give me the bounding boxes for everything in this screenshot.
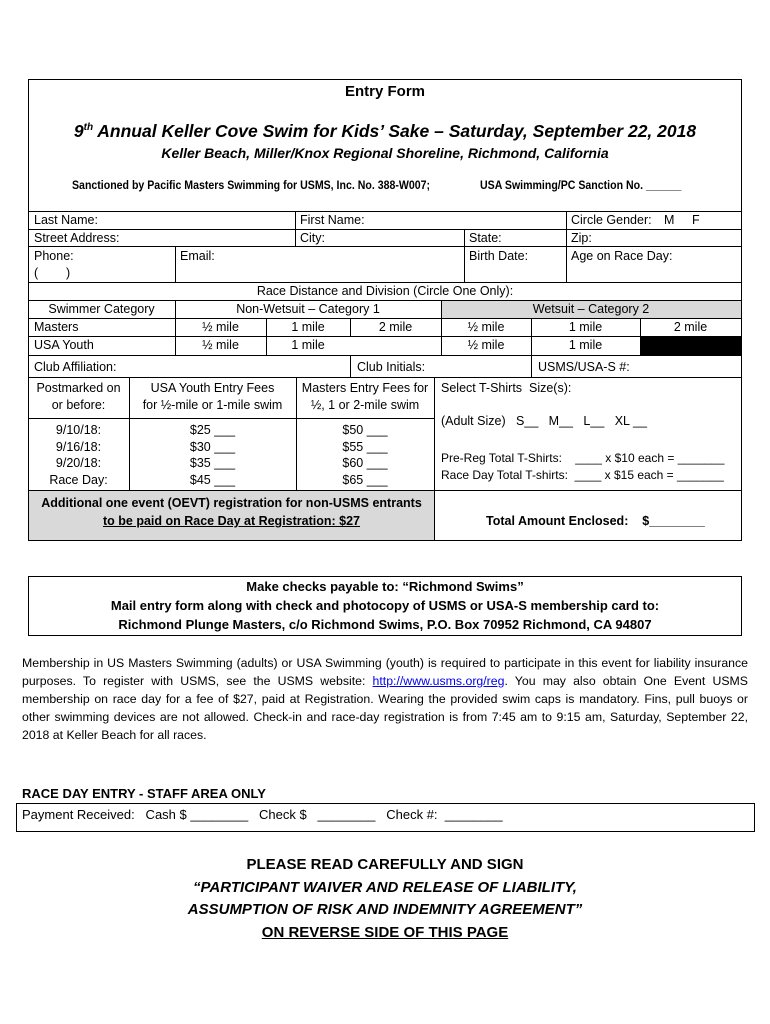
membership-paragraph (22, 654, 748, 744)
masters-fee-list (296, 422, 434, 488)
prereg-tshirt-total[interactable]: Pre-Reg Total T-Shirts: ____ x $10 each = _______ (441, 451, 725, 465)
youth-nw-half-mile[interactable]: ½ mile (202, 338, 239, 352)
masters-nw-one-mile[interactable]: 1 mile (291, 320, 325, 334)
youth-fees-line2: for ½-mile or 1-mile swim (142, 398, 283, 412)
youth-fee-amount[interactable]: $45 ___ (189, 472, 236, 487)
masters-nw-two-mile[interactable]: 2 mile (378, 320, 413, 334)
swimmer-category-header: Swimmer Category (48, 302, 155, 316)
waiver-line3: ASSUMPTION OF RISK AND INDEMNITY AGREEMENT” (187, 901, 583, 918)
usms-sanction: Sanctioned by Pacific Masters Swimming for USMS, Inc. No. 388-W007; (72, 180, 431, 192)
waiver-line4: ON REVERSE SIDE OF THIS PAGE (261, 924, 509, 941)
first-name-label: First Name: (300, 213, 365, 227)
title-number: 9 (73, 121, 84, 141)
phone-label: Phone: (34, 249, 74, 263)
youth-fees-header (129, 381, 296, 413)
youth-nw-one-mile[interactable]: 1 mile (291, 338, 325, 352)
payable-line1: Make checks payable to: “Richmond Swims” (246, 579, 524, 594)
total-amount-enclosed[interactable]: Total Amount Enclosed: $________ (486, 514, 705, 528)
youth-ws-half-mile[interactable]: ½ mile (467, 338, 505, 352)
fee-date: 9/20/18: (55, 456, 102, 470)
club-affiliation-label: Club Affiliation: (34, 360, 117, 374)
payment-received-fields[interactable]: Payment Received: Cash $ ________ Check $ ________ Check #: ________ (22, 807, 503, 822)
email-label: Email: (180, 249, 215, 263)
form-heading: Entry Form (344, 83, 425, 100)
usa-sanction: USA Swimming/PC Sanction No. ______ (480, 180, 682, 192)
masters-fees-header (296, 381, 434, 413)
race-distance-heading: Race Distance and Division (Circle One Only): (256, 284, 514, 298)
masters-fee-amount[interactable]: $55 ___ (342, 439, 388, 454)
gender-m-option[interactable]: M (664, 213, 675, 227)
youth-fee-amount[interactable]: $35 ___ (189, 456, 236, 470)
youth-ws-one-mile[interactable]: 1 mile (568, 338, 603, 352)
masters-fee-amount[interactable]: $60 ___ (342, 456, 388, 470)
payable-line2: Mail entry form along with check and photocopy of USMS or USA-S membership card to: (110, 598, 660, 613)
postmarked-line2: or before: (51, 398, 106, 412)
fee-date: 9/16/18: (55, 439, 102, 454)
masters-ws-two-mile[interactable]: 2 mile (673, 320, 708, 334)
gender-f-option[interactable]: F (692, 213, 700, 227)
youth-fee-amount[interactable]: $25 ___ (189, 423, 236, 437)
postmarked-line1: Postmarked on (36, 381, 121, 395)
usa-youth-row-label: USA Youth (34, 338, 94, 352)
fee-date-list (28, 422, 129, 488)
waiver-line2: “PARTICIPANT WAIVER AND RELEASE OF LIABILITY, (193, 879, 577, 896)
staff-area-heading: RACE DAY ENTRY - STAFF AREA ONLY (22, 786, 266, 801)
raceday-tshirt-total[interactable]: Race Day Total T-shirts: ____ x $15 each = _______ (441, 468, 724, 482)
masters-fees-line1: Masters Entry Fees for (301, 381, 429, 395)
oevt-line2: to be paid on Race Day at Registration: $27 (102, 514, 360, 528)
non-wetsuit-header: Non-Wetsuit – Category 1 (236, 302, 380, 316)
youth-fee-amount[interactable]: $30 ___ (189, 439, 236, 454)
masters-fee-amount[interactable]: $50 ___ (342, 423, 388, 437)
unavailable-cell (641, 337, 741, 355)
paragraph-text-1: Membership in US Masters Swimming (adults) or USA Swimming (youth) is required to participate in this event for liability insurance purposes. To register with USMS, see the USMS website: (22, 656, 748, 688)
youth-fees-line1: USA Youth Entry Fees (150, 381, 275, 395)
event-title (28, 121, 742, 142)
masters-fee-amount[interactable]: $65 ___ (342, 472, 388, 487)
state-label: State: (469, 231, 502, 245)
masters-fees-line2: ½, 1 or 2-mile swim (310, 398, 420, 412)
wetsuit-header: Wetsuit – Category 2 (532, 302, 650, 316)
age-race-day-label: Age on Race Day: (571, 249, 673, 263)
club-initials-label: Club Initials: (357, 360, 426, 374)
title-text: Annual Keller Cove Swim for Kids’ Sake – Saturday, September 22, 2018 (93, 121, 697, 141)
title-superscript: th (83, 122, 94, 134)
payable-line3: Richmond Plunge Masters, c/o Richmond Swims, P.O. Box 70952 Richmond, CA 94807 (118, 617, 652, 632)
masters-nw-half-mile[interactable]: ½ mile (202, 320, 239, 334)
city-label: City: (300, 231, 325, 245)
postmarked-header (28, 381, 129, 413)
usms-registration-link[interactable]: http://www.usms.org/reg (372, 674, 505, 688)
zip-label: Zip: (571, 231, 592, 245)
masters-ws-one-mile[interactable]: 1 mile (568, 320, 603, 334)
oevt-line1: Additional one event (OEVT) registration for non-USMS entrants (41, 496, 422, 510)
circle-gender-label: Circle Gender: (571, 213, 652, 227)
oevt-note (29, 496, 434, 529)
phone-area-code: ( ) (34, 266, 71, 280)
youth-fee-list (129, 422, 296, 488)
paragraph-text-2: . You may also obtain One Event USMS membership on race day for a fee of $27, paid at Registration. Wearing the provided swim caps is mandatory. Fins, pull buoys or other swimming devices are not allowed. Check-in and race-day registration is from 7:45 am to 9:15 am, Saturday, September 22, 2018 at Keller Beach for all races. (22, 674, 748, 742)
waiver-line1: PLEASE READ CAREFULLY AND SIGN (246, 856, 524, 873)
tshirt-size-title: Select T-Shirts Size(s): (441, 381, 572, 395)
adult-size-options[interactable]: (Adult Size) S__ M__ L__ XL __ (441, 414, 647, 428)
masters-ws-half-mile[interactable]: ½ mile (467, 320, 505, 334)
usms-number-label: USMS/USA-S #: (538, 360, 630, 374)
last-name-label: Last Name: (34, 213, 98, 227)
fee-date: 9/10/18: (55, 423, 102, 437)
event-location: Keller Beach, Miller/Knox Regional Shoreline, Richmond, California (161, 145, 609, 161)
masters-row-label: Masters (34, 320, 79, 334)
street-address-label: Street Address: (34, 231, 120, 245)
birth-date-label: Birth Date: (469, 249, 529, 263)
fee-date: Race Day: (49, 472, 108, 487)
